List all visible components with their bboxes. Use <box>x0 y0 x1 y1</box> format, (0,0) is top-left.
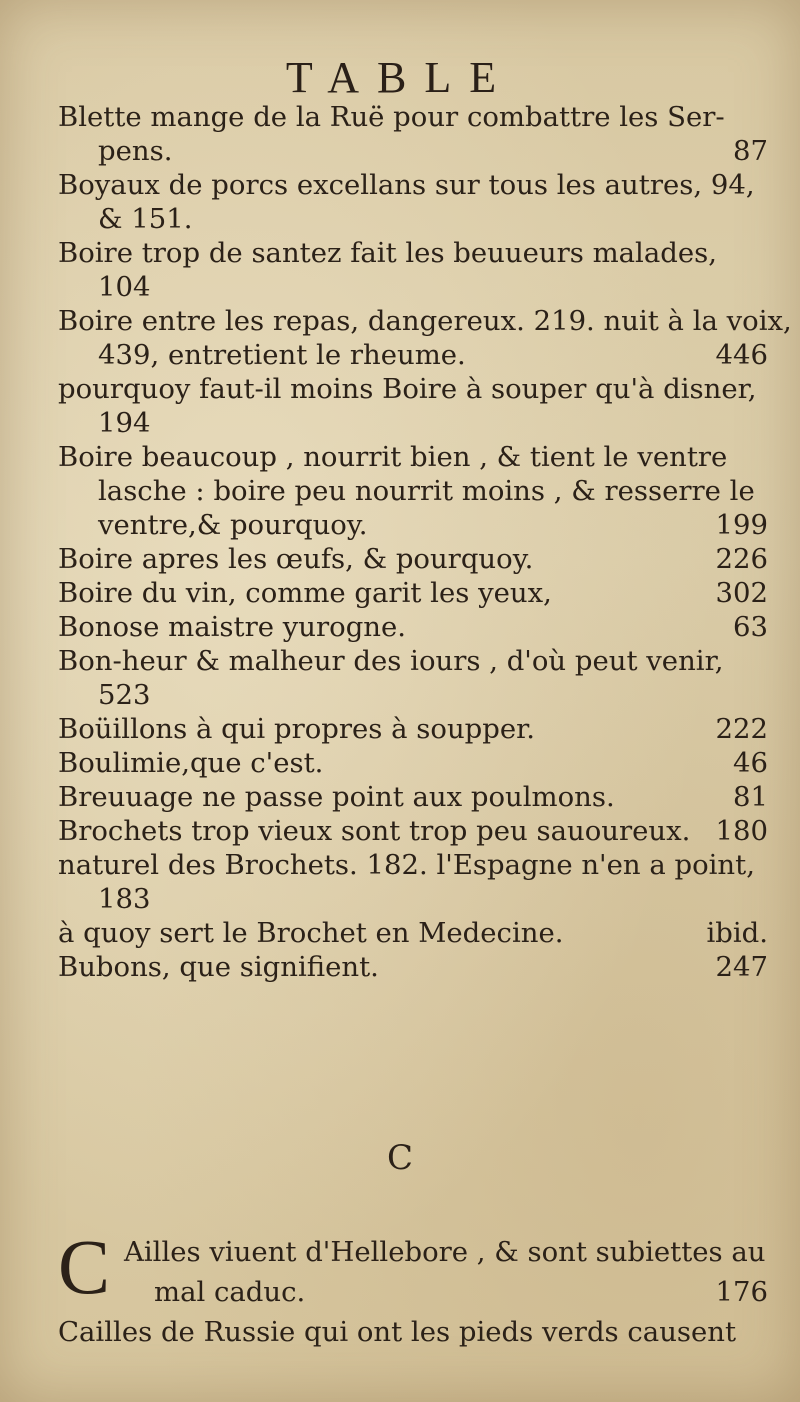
entry-text: lasche : boire peu nourrit moins , & resserre le <box>98 475 755 507</box>
page-number: 222 <box>715 713 768 745</box>
page-number: 176 <box>715 1276 768 1308</box>
entry-text: Boire du vin, comme garit les yeux, <box>58 577 552 609</box>
index-line <box>58 746 768 780</box>
entry-text: 104 <box>98 271 151 303</box>
entry-text: Boyaux de porcs excellans sur tous les autres, 94, <box>58 169 755 201</box>
entry-text: 523 <box>98 679 151 711</box>
entry-text: mal caduc. <box>154 1276 306 1308</box>
entry-text: Bon-heur & malheur des iours , d'où peut venir, <box>58 645 724 677</box>
section-letter: C <box>386 1138 413 1178</box>
entry-text: à quoy sert le Brochet en Medecine. <box>58 917 564 949</box>
index-line <box>58 406 768 440</box>
index-line <box>58 916 768 950</box>
index-line <box>58 508 768 542</box>
index-line <box>58 576 768 610</box>
index-line <box>58 814 768 848</box>
page-number: 199 <box>715 509 768 541</box>
entry-text: Boire entre les repas, dangereux. 219. nuit à la voix, <box>58 305 792 337</box>
entry-text: 439, entretient le rheume. <box>98 339 466 371</box>
index-line <box>58 134 768 168</box>
index-line <box>58 372 768 406</box>
entry-text: 183 <box>98 883 151 915</box>
index-entries <box>58 100 792 984</box>
page-number: 81 <box>733 781 768 813</box>
index-line <box>58 882 768 916</box>
index-line <box>58 644 768 678</box>
entry-text: Bonose maistre yurogne. <box>58 611 407 643</box>
page-number: 446 <box>715 339 768 371</box>
entry-text: pens. <box>98 135 173 167</box>
index-line <box>58 100 768 134</box>
page-title: TABLE <box>285 53 515 102</box>
page-number: 302 <box>715 577 768 609</box>
drop-cap: C <box>58 1223 111 1310</box>
index-line <box>58 474 768 508</box>
index-line <box>58 542 768 576</box>
entry-text: & 151. <box>98 203 193 235</box>
entry-text: Blette mange de la Ruë pour combattre les Ser- <box>58 101 725 133</box>
page-number: ibid. <box>706 917 768 949</box>
index-line <box>58 610 768 644</box>
page-number: 87 <box>733 135 768 167</box>
index-line <box>58 304 792 338</box>
entry-text: naturel des Brochets. 182. l'Espagne n'en a point, <box>58 849 755 881</box>
page-number: 180 <box>715 815 768 847</box>
index-line <box>58 1312 768 1352</box>
page-number: 63 <box>733 611 768 643</box>
index-line <box>58 950 768 984</box>
index-line <box>58 236 768 270</box>
page-number: 247 <box>715 951 768 983</box>
section-c-entries <box>58 1223 768 1352</box>
index-line <box>58 1232 768 1272</box>
index-line <box>58 338 768 372</box>
index-line <box>58 780 768 814</box>
index-line <box>58 440 768 474</box>
page-number: 226 <box>715 543 768 575</box>
index-line <box>58 202 768 236</box>
entry-text: 194 <box>98 407 151 439</box>
index-line <box>58 848 768 882</box>
entry-text: pourquoy faut-il moins Boire à souper qu'à disner, <box>58 373 757 405</box>
entry-text: ventre,& pourquoy. <box>98 509 368 541</box>
entry-text: Brochets trop vieux sont trop peu sauoureux. <box>58 815 691 847</box>
entry-text: Breuuage ne passe point aux poulmons. <box>58 781 615 813</box>
entry-text: Cailles de Russie qui ont les pieds verds causent <box>58 1316 737 1348</box>
index-line <box>58 1272 768 1312</box>
entry-text: Boire apres les œufs, & pourquoy. <box>58 543 534 575</box>
index-line <box>58 270 768 304</box>
page-number: 46 <box>733 747 768 779</box>
entry-text: Boüillons à qui propres à soupper. <box>58 713 536 745</box>
index-line <box>58 168 768 202</box>
index-line <box>58 678 768 712</box>
index-line <box>58 712 768 746</box>
entry-text: Bubons, que signifient. <box>58 951 379 983</box>
entry-text: Ailles viuent d'Hellebore , & sont subiettes au <box>124 1236 766 1268</box>
entry-text: Boire trop de santez fait les beuueurs malades, <box>58 237 717 269</box>
entry-text: Boulimie,que c'est. <box>58 747 324 779</box>
entry-text: Boire beaucoup , nourrit bien , & tient le ventre <box>58 441 728 473</box>
